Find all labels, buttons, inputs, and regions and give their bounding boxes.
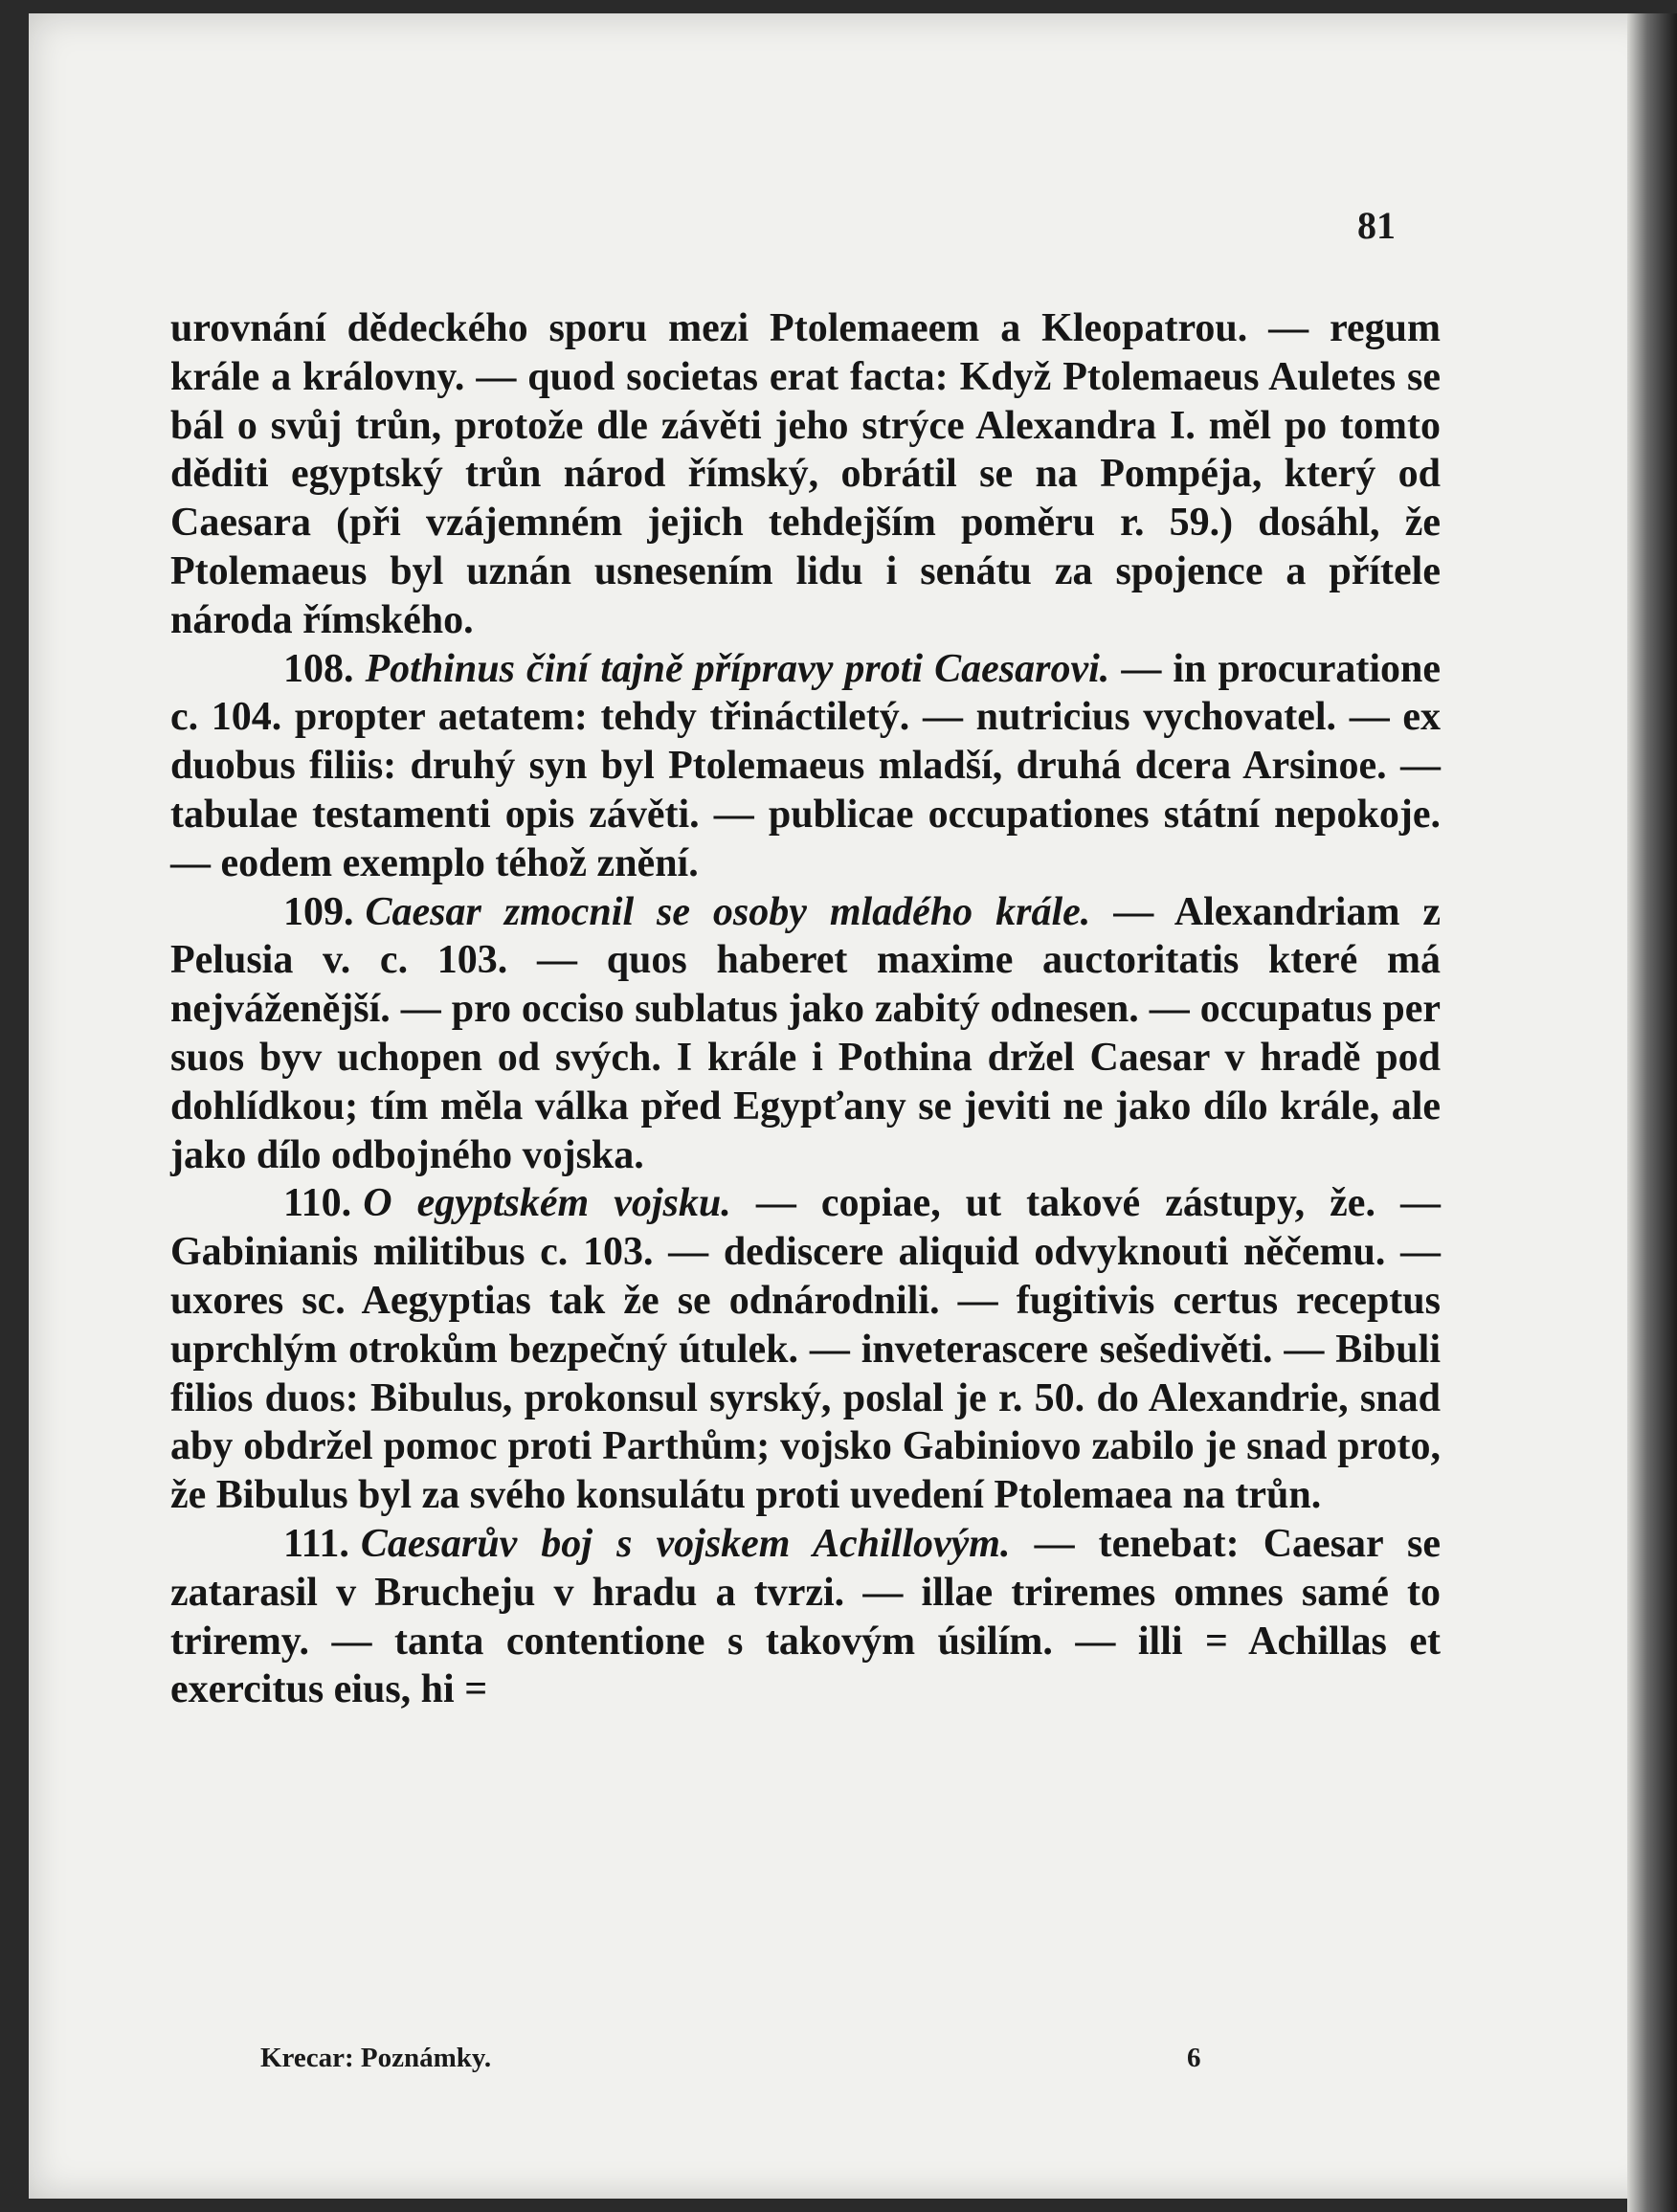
section-text: — Alexandriam z Pelusia v. c. 103. — quos haberet maxime auctoritatis které má nejváženější. — pro occiso sublatus jako zabitý odnesen. — occupatus per suos byv uchopen od svých. I krále i Pothina držel Caesar v hradě pod dohlídkou; tím měla válka před Egypťany se jeviti ne jako dílo krále, ale jako dílo odbojného vojska.	[170, 889, 1442, 1177]
section-title: Caesar zmocnil se osoby mladého krále.	[365, 889, 1091, 934]
section-text: — tenebat: Caesar se zatarasil v Brucheju v hradu a tvrzi. — illae triremes omnes samé to triremy. — tanta contentione s takovým úsilím. — illi = Achillas et exercitus eius, hi =	[170, 1521, 1441, 1712]
section-111	[170, 1520, 1441, 1714]
paragraph-text: urovnání dědeckého sporu mezi Ptolemaeem a Kleopatrou. — regum krále a královny. — quod societas erat facta: Když Ptolemaeus Auletes se bál o svůj trůn, protože dle závěti jeho strýce Alexandra I. měl po tomto děditi egyptský trůn národ římský, obrátil se na Pompéja, který od Caesara (při vzájemném jejich tehdejším poměru r. 59.) dosáhl, že Ptolemaeus byl uznán usnesením lidu i senátu za spojence a přítele národa římského.	[170, 306, 1441, 642]
footer-sheet-number: 6	[1187, 2043, 1201, 2073]
section-number: 108.	[283, 646, 354, 691]
section-number: 110.	[283, 1181, 352, 1226]
section-number: 109.	[283, 889, 354, 934]
section-109	[170, 888, 1441, 1180]
page-body	[170, 304, 1441, 1714]
section-title: Caesarův boj s vojskem Achillovým.	[360, 1521, 1011, 1566]
section-text: — copiae, ut takové zástupy, že. — Gabinianis militibus c. 103. — dediscere aliquid odvyknouti něčemu. — uxores sc. Aegyptias tak že se odnárodnili. — fugitivis certus receptus uprchlým otrokům bezpečný útulek. — inveterascere sešedivěti. — Bibuli filios duos: Bibulus, prokonsul syrský, poslal je r. 50. do Alexandrie, snad aby obdržel pomoc proti Parthům; vojsko Gabiniovo zabilo je snad proto, že Bibulus byl za svého konsulátu proti uvedení Ptolemaea na trůn.	[170, 1181, 1441, 1518]
section-title: Pothinus činí tajně přípravy proti Caesarovi.	[365, 646, 1110, 691]
section-number: 111.	[283, 1521, 349, 1566]
page-number: 81	[1357, 204, 1396, 247]
section-text: — in procuratione c. 104. propter aetatem: tehdy třináctiletý. — nutricius vychovatel. — ex duobus filiis: druhý syn byl Ptolemaeus mladší, druhá dcera Arsinoe. — tabulae testamenti opis závěti. — publicae occupationes státní nepokoje. — eodem exemplo téhož znění.	[170, 646, 1441, 885]
section-title: O egyptském vojsku.	[363, 1181, 731, 1226]
page-edge-shadow	[1627, 13, 1677, 2212]
section-108	[170, 645, 1441, 888]
footer-signature: Krecar: Poznámky.	[260, 2043, 492, 2073]
section-110	[170, 1179, 1441, 1520]
paragraph-continuation	[170, 304, 1441, 645]
